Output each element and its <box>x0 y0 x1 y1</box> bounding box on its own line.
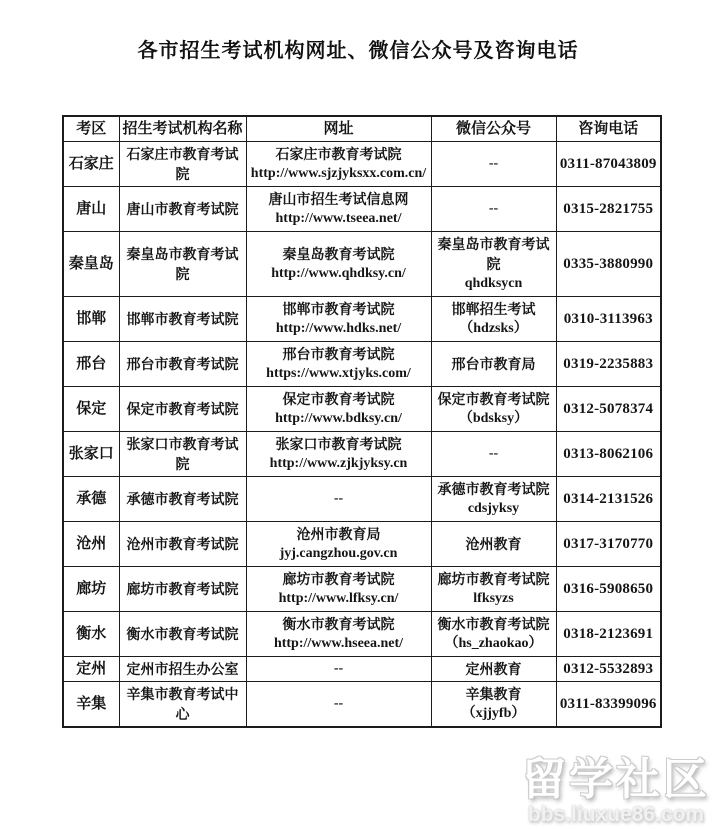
phone-cell: 0310-3113963 <box>556 297 661 342</box>
wechat-line: （xjjyfb） <box>461 706 526 721</box>
org-cell: 邯郸市教育考试院 <box>119 297 246 342</box>
watermark-url-text: bbs.liuxue86.com <box>527 803 705 826</box>
table-row <box>63 477 661 522</box>
wechat-line: -- <box>488 201 499 216</box>
wechat-line: lfksyzs <box>473 591 514 606</box>
org-cell: 衡水市教育考试院 <box>119 612 246 657</box>
website-cell <box>246 187 431 232</box>
wechat-line: 保定市教育考试院 <box>437 391 550 407</box>
wechat-cell <box>431 142 556 187</box>
wechat-cell <box>431 522 556 567</box>
website-cell <box>246 612 431 657</box>
phone-cell: 0319-2235883 <box>556 342 661 387</box>
wechat-line: 沧州教育 <box>465 536 522 552</box>
region-cell: 邢台 <box>63 342 119 387</box>
region-cell: 秦皇岛 <box>63 232 119 297</box>
page-title: 各市招生考试机构网址、微信公众号及咨询电话 <box>137 40 579 62</box>
wechat-line: cdsjyksy <box>467 501 520 516</box>
org-cell: 辛集市教育考试中心 <box>119 682 246 728</box>
watermark-logo-text: 留学社区 <box>522 755 710 804</box>
wechat-line: 辛集教育 <box>465 686 522 702</box>
org-cell: 沧州市教育考试院 <box>119 522 246 567</box>
website-line: -- <box>333 661 344 676</box>
wechat-cell <box>431 387 556 432</box>
phone-cell: 0317-3170770 <box>556 522 661 567</box>
website-line: http://www.sjzjyksxx.com.cn/ <box>250 166 427 181</box>
region-cell: 衡水 <box>63 612 119 657</box>
header-phone: 咨询电话 <box>556 116 661 142</box>
phone-cell: 0314-2131526 <box>556 477 661 522</box>
wechat-line: （hdzsks） <box>459 321 528 336</box>
website-line: http://www.lfksy.cn/ <box>278 591 399 606</box>
region-cell: 廊坊 <box>63 567 119 612</box>
org-cell: 定州市招生办公室 <box>119 657 246 682</box>
table-row <box>63 187 661 232</box>
region-cell: 唐山 <box>63 187 119 232</box>
website-cell <box>246 657 431 682</box>
website-line: http://www.zjkjyksy.cn <box>269 456 408 471</box>
wechat-line: 衡水市教育考试院 <box>437 616 550 632</box>
wechat-cell <box>431 612 556 657</box>
table-row <box>63 232 661 297</box>
website-cell <box>246 297 431 342</box>
website-cell <box>246 342 431 387</box>
wechat-cell <box>431 232 556 297</box>
wechat-line: （hs_zhaokao） <box>444 636 543 651</box>
phone-cell: 0313-8062106 <box>556 432 661 477</box>
wechat-cell <box>431 432 556 477</box>
website-cell <box>246 477 431 522</box>
website-cell <box>246 232 431 297</box>
org-cell: 石家庄市教育考试院 <box>119 142 246 187</box>
table-row <box>63 432 661 477</box>
wechat-cell <box>431 657 556 682</box>
table-body <box>63 142 661 728</box>
org-cell: 张家口市教育考试院 <box>119 432 246 477</box>
phone-cell: 0335-3880990 <box>556 232 661 297</box>
website-line: 石家庄市教育考试院 <box>275 146 402 162</box>
region-cell: 沧州 <box>63 522 119 567</box>
wechat-cell <box>431 682 556 728</box>
table-row <box>63 657 661 682</box>
region-cell: 张家口 <box>63 432 119 477</box>
table-row <box>63 297 661 342</box>
phone-cell: 0315-2821755 <box>556 187 661 232</box>
org-cell: 廊坊市教育考试院 <box>119 567 246 612</box>
table-row <box>63 387 661 432</box>
wechat-line: 承德市教育考试院 <box>437 481 550 497</box>
website-line: 邯郸市教育考试院 <box>282 301 395 317</box>
phone-cell: 0311-87043809 <box>556 142 661 187</box>
wechat-cell <box>431 187 556 232</box>
table-row <box>63 342 661 387</box>
org-cell: 保定市教育考试院 <box>119 387 246 432</box>
wechat-cell <box>431 567 556 612</box>
website-cell <box>246 432 431 477</box>
wechat-cell <box>431 342 556 387</box>
region-cell: 保定 <box>63 387 119 432</box>
phone-cell: 0311-83399096 <box>556 682 661 728</box>
website-line: 张家口市教育考试院 <box>275 436 402 452</box>
header-wechat: 微信公众号 <box>431 116 556 142</box>
table-row <box>63 612 661 657</box>
org-cell: 邢台市教育考试院 <box>119 342 246 387</box>
region-cell: 邯郸 <box>63 297 119 342</box>
website-cell <box>246 522 431 567</box>
website-line: 廊坊市教育考试院 <box>282 571 395 587</box>
website-line: -- <box>333 491 344 506</box>
region-cell: 辛集 <box>63 682 119 728</box>
header-org: 招生考试机构名称 <box>119 116 246 142</box>
website-cell <box>246 567 431 612</box>
watermark <box>522 743 710 827</box>
website-line: 邢台市教育考试院 <box>282 346 395 362</box>
wechat-line: 秦皇岛市教育考试院 <box>437 236 550 272</box>
org-cell: 承德市教育考试院 <box>119 477 246 522</box>
wechat-line: -- <box>488 156 499 171</box>
wechat-cell <box>431 477 556 522</box>
wechat-cell <box>431 297 556 342</box>
wechat-line: 定州教育 <box>465 661 522 677</box>
phone-cell: 0316-5908650 <box>556 567 661 612</box>
website-cell <box>246 682 431 728</box>
org-cell: 唐山市教育考试院 <box>119 187 246 232</box>
table-row <box>63 522 661 567</box>
wechat-line: qhdksycn <box>464 276 523 291</box>
phone-cell: 0312-5532893 <box>556 657 661 682</box>
region-cell: 定州 <box>63 657 119 682</box>
website-line: http://www.bdksy.cn/ <box>275 411 402 426</box>
website-line: 唐山市招生考试信息网 <box>268 191 409 207</box>
table-header-row <box>63 116 661 142</box>
wechat-line: 邯郸招生考试 <box>451 301 536 317</box>
website-line: jyj.cangzhou.gov.cn <box>279 546 398 561</box>
website-line: http://www.qhdksy.cn/ <box>271 266 406 281</box>
phone-cell: 0318-2123691 <box>556 612 661 657</box>
website-line: https://www.xtjyks.com/ <box>266 366 411 381</box>
org-cell: 秦皇岛市教育考试院 <box>119 232 246 297</box>
wechat-line: （bdsksy） <box>458 411 529 426</box>
website-cell <box>246 142 431 187</box>
header-region: 考区 <box>63 116 119 142</box>
table-row <box>63 142 661 187</box>
website-line: 保定市教育考试院 <box>282 391 395 407</box>
table-row <box>63 567 661 612</box>
wechat-line: 邢台市教育局 <box>451 356 536 372</box>
exam-institutions-table <box>62 115 662 728</box>
phone-cell: 0312-5078374 <box>556 387 661 432</box>
website-line: 秦皇岛教育考试院 <box>282 246 395 262</box>
website-line: 沧州市教育局 <box>296 526 381 542</box>
website-cell <box>246 387 431 432</box>
wechat-line: 廊坊市教育考试院 <box>437 571 550 587</box>
header-website: 网址 <box>246 116 431 142</box>
table-row <box>63 682 661 728</box>
website-line: 衡水市教育考试院 <box>282 616 395 632</box>
region-cell: 石家庄 <box>63 142 119 187</box>
wechat-line: -- <box>488 446 499 461</box>
website-line: -- <box>333 696 344 711</box>
region-cell: 承德 <box>63 477 119 522</box>
website-line: http://www.hdks.net/ <box>275 321 402 336</box>
website-line: http://www.hseea.net/ <box>273 636 404 651</box>
website-line: http://www.tseea.net/ <box>275 211 402 226</box>
